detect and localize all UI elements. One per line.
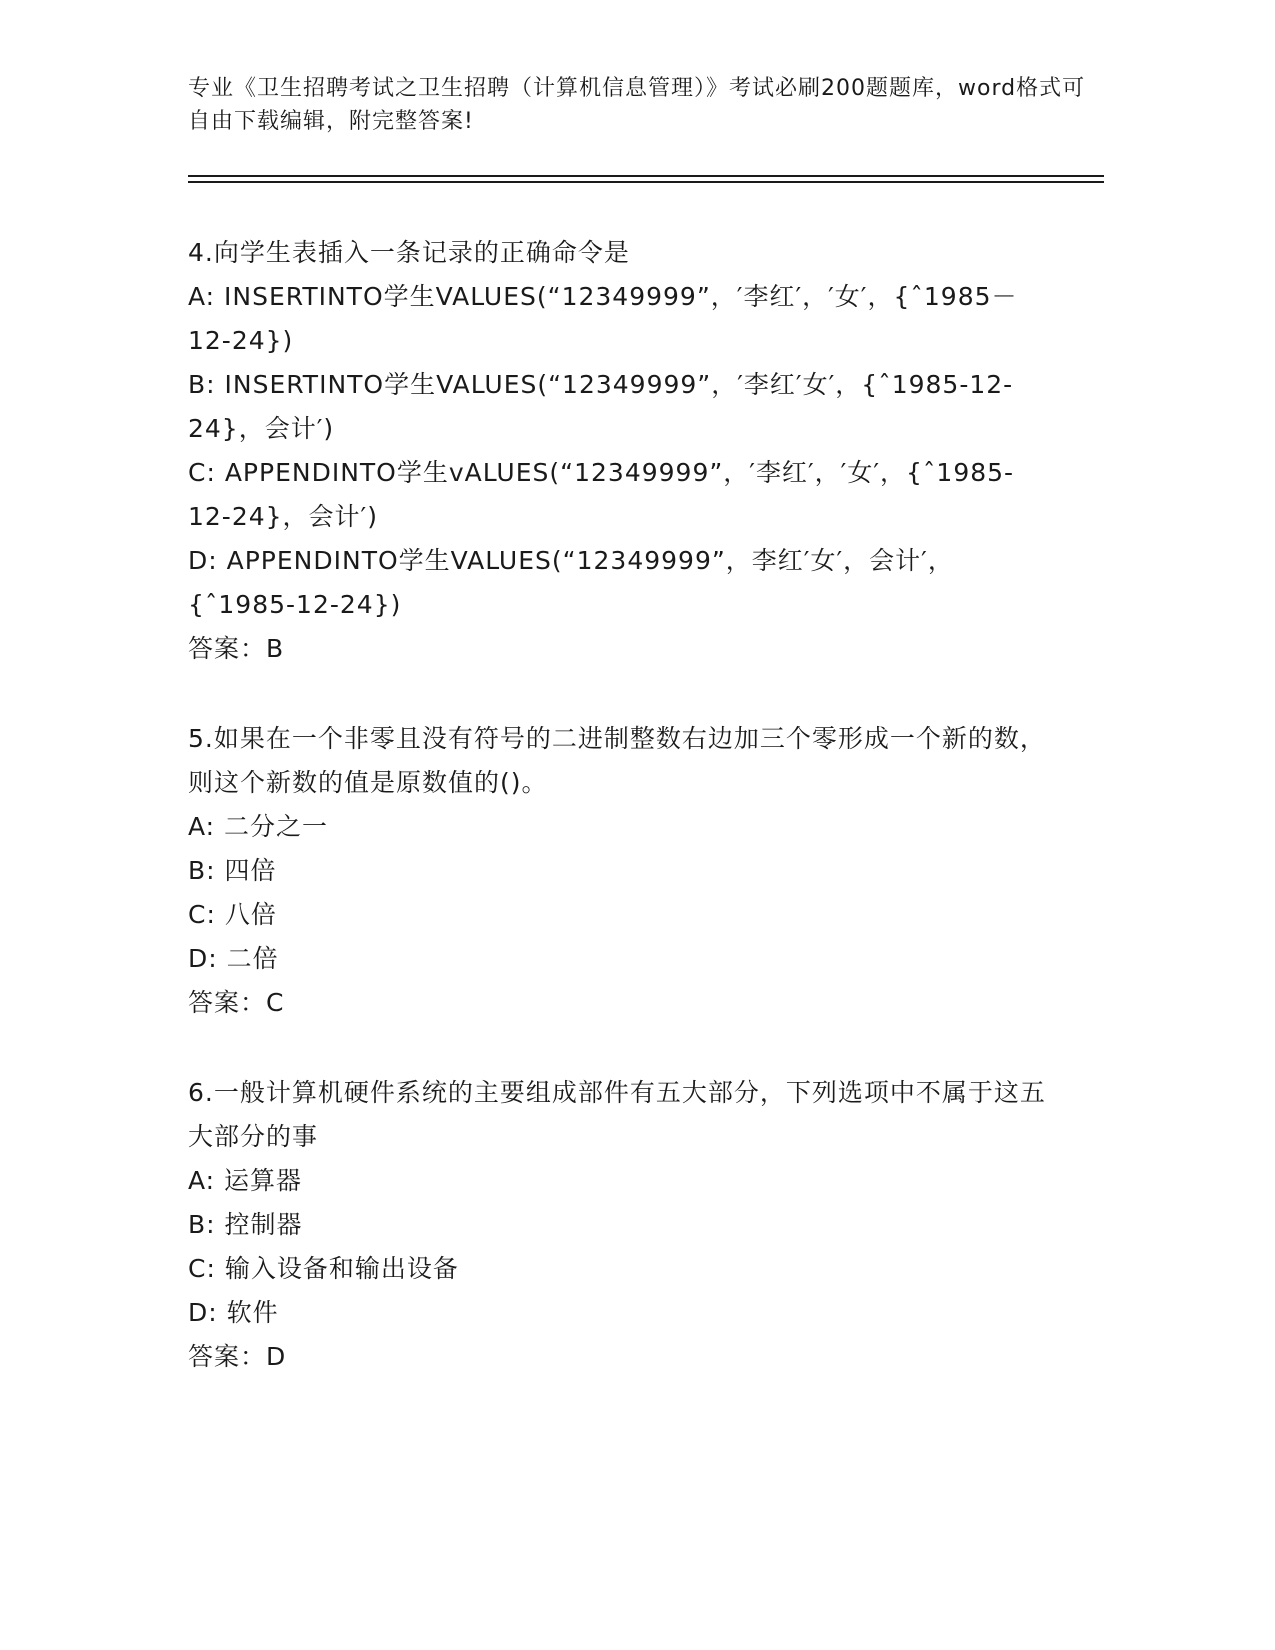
option-b: B: INSERTINTO学生VALUES(“12349999”，′李红′女′，{ˆ1985-12-24}，会计′) (188, 370, 1014, 443)
option-a: A: 二分之一 (188, 812, 329, 841)
answer: 答案：C (188, 988, 285, 1017)
header-divider-bottom (188, 181, 1104, 183)
question-4 (188, 231, 1048, 671)
option-a: A: INSERTINTO学生VALUES(“12349999”，′李红′，′女′，{ˆ1985－12-24}) (188, 282, 1018, 355)
option-d: D: 二倍 (188, 944, 279, 973)
question-stem: 5.如果在一个非零且没有符号的二进制整数右边加三个零形成一个新的数，则这个新数的值是原数值的()。 (188, 724, 1046, 797)
question-list (188, 231, 1048, 1425)
option-d: D: 软件 (188, 1298, 279, 1327)
option-b: B: 四倍 (188, 856, 277, 885)
header-divider-top (188, 175, 1104, 177)
option-a: A: 运算器 (188, 1166, 303, 1195)
header-title: 专业《卫生招聘考试之卫生招聘（计算机信息管理）》考试必刷200题题库，word格式可自由下载编辑，附完整答案! (188, 76, 1086, 134)
document-header (188, 72, 1088, 138)
option-c: C: 输入设备和输出设备 (188, 1254, 459, 1283)
option-c: C: 八倍 (188, 900, 277, 929)
question-stem: 4.向学生表插入一条记录的正确命令是 (188, 238, 630, 267)
option-c: C: APPENDINTO学生vALUES(“12349999”，′李红′，′女′，{ˆ1985-12-24}，会计′) (188, 458, 1015, 531)
option-d: D: APPENDINTO学生VALUES(“12349999”，李红′女′，会计′，{ˆ1985-12-24}) (188, 546, 954, 619)
question-5 (188, 717, 1048, 1025)
question-stem: 6.一般计算机硬件系统的主要组成部件有五大部分，下列选项中不属于这五大部分的事 (188, 1078, 1046, 1151)
question-6 (188, 1071, 1048, 1379)
answer: 答案：B (188, 634, 285, 663)
answer: 答案：D (188, 1342, 287, 1371)
option-b: B: 控制器 (188, 1210, 303, 1239)
